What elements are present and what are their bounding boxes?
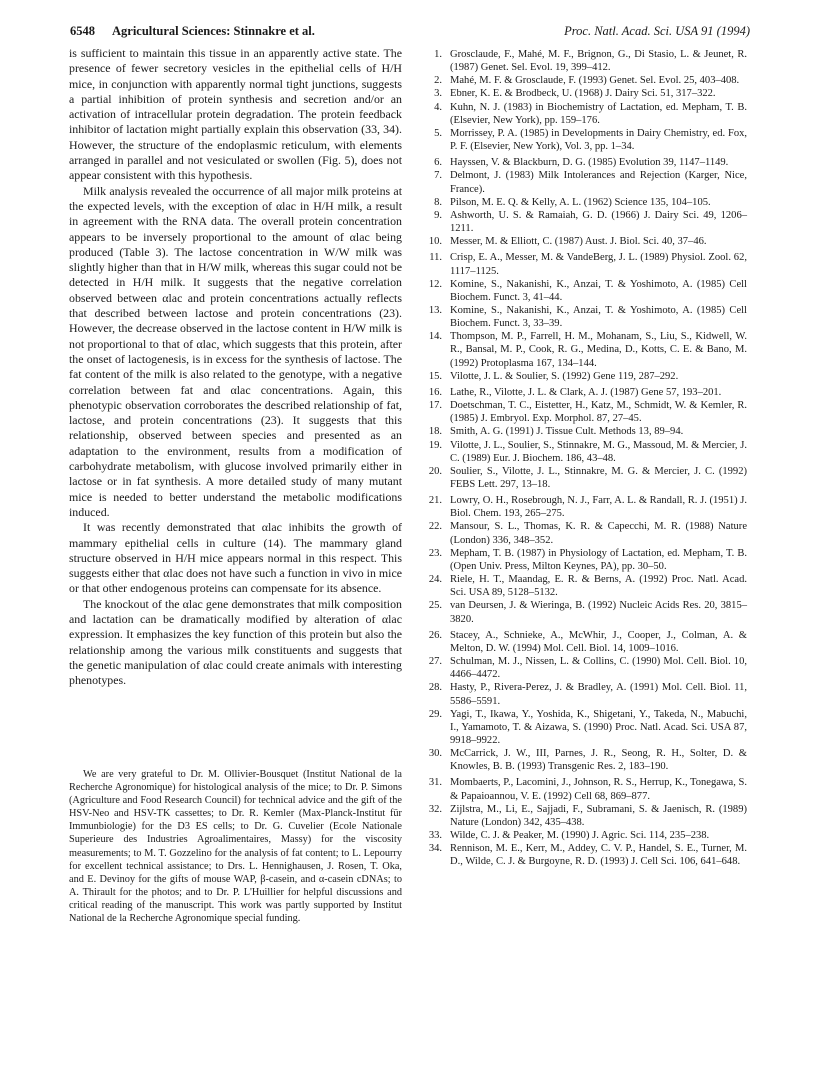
reference-text: Mombaerts, P., Lacomini, J., Johnson, R. S., Herrup, K., Tonegawa, S. & Papaioannou, V. E. (1992) Cell 68, 869–877.: [450, 777, 747, 802]
reference-number: 34.: [428, 843, 442, 855]
reference-text: Messer, M. & Elliott, C. (1987) Aust. J. Biol. Sci. 40, 37–46.: [450, 236, 707, 248]
reference-text: Rennison, M. E., Kerr, M., Addey, C. V. P., Handel, S. E., Turner, M. D., Wilde, C. J. & Burgoyne, R. D. (1993) J. Cell Sci. 106, 641–648.: [450, 843, 747, 868]
reference-number: 14.: [428, 331, 442, 343]
reference-text: Riele, H. T., Maandag, E. R. & Berns, A. (1992) Proc. Natl. Acad. Sci. USA 89, 5128–5132.: [450, 574, 747, 599]
reference-number: 28.: [428, 682, 442, 694]
reference-number: 1.: [434, 49, 442, 60]
reference-item: [422, 776, 747, 802]
acknowledgments: [69, 768, 402, 925]
reference-text: Smith, A. G. (1991) J. Tissue Cult. Methods 13, 89–94.: [450, 426, 684, 438]
reference-number: 27.: [428, 656, 442, 668]
reference-item: [422, 747, 747, 773]
reference-item: [422, 156, 747, 169]
reference-number: 13.: [428, 304, 442, 316]
reference-item: [422, 48, 747, 74]
reference-text: Zijlstra, M., Li, E., Sajjadi, F., Subramani, S. & Jaenisch, R. (1989) Nature (London) 342, 435–438.: [450, 803, 747, 828]
reference-number: 22.: [428, 521, 442, 533]
reference-number: 5.: [434, 127, 442, 139]
running-header: [70, 24, 750, 40]
section-author-line: Agricultural Sciences: Stinnakre et al.: [112, 24, 315, 38]
reference-number: 17.: [428, 400, 442, 412]
reference-text: Mahé, M. F. & Grosclaude, F. (1993) Genet. Sel. Evol. 25, 403–408.: [450, 75, 740, 87]
reference-item: [422, 803, 747, 829]
reference-number: 8.: [434, 196, 442, 208]
reference-text: Komine, S., Nakanishi, K., Anzai, T. & Yoshimoto, A. (1985) Cell Biochem. Funct. 3, 41–44.: [450, 278, 747, 303]
reference-number: 31.: [428, 777, 442, 789]
reference-text: Grosclaude, F., Mahé, M. F., Brignon, G., Di Stasio, L. & Jeunet, R. (1987) Genet. Sel. Evol. 19, 399–412.: [450, 49, 747, 74]
reference-number: 15.: [428, 370, 442, 382]
reference-number: 32.: [428, 803, 442, 815]
reference-item: [422, 101, 747, 127]
reference-text: Yagi, T., Ikawa, Y., Yoshida, K., Shigetani, Y., Takeda, N., Mabuchi, I., Yamamoto, T. & Aizawa, S. (1990) Proc. Natl. Acad. Sci. USA 87, 9918–9922.: [450, 708, 747, 746]
reference-item: [422, 196, 747, 209]
reference-text: Mansour, S. L., Thomas, K. R. & Capecchi, M. R. (1988) Nature (London) 336, 348–352.: [450, 521, 747, 546]
reference-text: Kuhn, N. J. (1983) in Biochemistry of Lactation, ed. Mepham, T. B. (Elsevier, New York), pp. 159–176.: [450, 101, 747, 126]
reference-text: Lathe, R., Vilotte, J. L. & Clark, A. J. (1987) Gene 57, 193–201.: [450, 386, 722, 398]
reference-number: 12.: [428, 278, 442, 290]
reference-text: Hasty, P., Rivera-Perez, J. & Bradley, A. (1991) Mol. Cell. Biol. 11, 5586–5591.: [450, 682, 747, 707]
reference-number: 21.: [428, 495, 442, 507]
reference-item: [422, 708, 747, 747]
reference-number: 23.: [428, 547, 442, 559]
reference-item: [422, 465, 747, 491]
reference-text: Stacey, A., Schnieke, A., McWhir, J., Cooper, J., Colman, A. & Melton, D. W. (1994) Mol. Cell. Biol. 14, 1009–1016.: [450, 629, 747, 654]
reference-item: [422, 599, 747, 625]
reference-text: Delmont, J. (1983) Milk Intolerances and Rejection (Karger, Nice, France).: [450, 170, 747, 195]
reference-item: [422, 304, 747, 330]
reference-item: [422, 278, 747, 304]
body-paragraph: It was recently demonstrated that αlac inhibits the growth of mammary epithelial cells in culture (14). The mammary gland structure observed in H/H mice appears normal in this respect. This suggests either that αlac does not have such a function in vivo in mice or that other endogenous proteins can compensate for its absence.: [69, 520, 402, 596]
reference-text: Schulman, M. J., Nissen, L. & Collins, C. (1990) Mol. Cell. Biol. 10, 4466–4472.: [450, 656, 747, 681]
reference-number: 16.: [428, 386, 442, 398]
reference-item: [422, 425, 747, 438]
reference-number: 33.: [428, 830, 442, 842]
reference-text: Soulier, S., Vilotte, J. L., Stinnakre, M. G. & Mercier, J. C. (1992) FEBS Lett. 297, 13–18.: [450, 465, 747, 490]
reference-item: [422, 87, 747, 100]
reference-number: 7.: [434, 170, 442, 182]
reference-text: Vilotte, J. L. & Soulier, S. (1992) Gene 119, 287–292.: [450, 370, 679, 382]
reference-item: [422, 655, 747, 681]
reference-item: [422, 330, 747, 369]
reference-item: [422, 520, 747, 546]
reference-text: Morrissey, P. A. (1985) in Developments in Dairy Chemistry, ed. Fox, P. F. (Elsevier, New York), Vol. 3, pp. 1–34.: [450, 127, 747, 153]
reference-number: 19.: [428, 439, 442, 451]
reference-text: Wilde, C. J. & Peaker, M. (1990) J. Agric. Sci. 114, 235–238.: [450, 830, 710, 842]
body-paragraph: Milk analysis revealed the occurrence of all major milk proteins at the expected levels, with the exception of αlac in H/H milk, a result in agreement with the RNA data. The overall protein concentration appears to be inversely proportional to the amount of αlac being produced (Table 3). The lactose concentration in W/W milk was slightly higher than that in H/W milk, whereas this sugar could not be detected in H/H milk. It suggests that the negative correlation observed between αlac and protein concentrations actually reflects that described between lactose and protein concentrations (23). However, the decrease observed in the lactose content in H/W milk is not proportional to that of αlac, which suggests that this protein, after the onset of lactogenesis, is in excess for the synthesis of lactose. The fat content of the milk is also related to the genotype, with a negative correlation between fat and αlac concentrations. Again, this phenotypic observation corroborates the described relationship of fat, lactose, and protein concentrations (23). It suggests that this relationship, observed between species and presented as an adaptation to the environment, results from a modification of carbohydrate metabolism, with glucose involved primarily either in lactose or in fat synthesis. A more detailed study of many mutant mice is needed to better understand the metabolic modifications induced.: [69, 183, 402, 519]
reference-item: [422, 127, 747, 153]
reference-item: [422, 547, 747, 573]
reference-item: [422, 439, 747, 465]
reference-item: [422, 235, 747, 248]
reference-text: Thompson, M. P., Farrell, H. M., Mohanam, S., Liu, S., Kidwell, W. R., Bansal, M. P., Cook, R. G., Medina, D., Kotts, C. E. & Bano, M. (1992) Protoplasma 167, 134–144.: [450, 331, 747, 369]
reference-number: 9.: [434, 209, 442, 221]
discussion-text-column: [69, 46, 402, 688]
reference-item: [422, 169, 747, 195]
reference-text: Komine, S., Nakanishi, K., Anzai, T. & Yoshimoto, A. (1985) Cell Biochem. Funct. 3, 33–39.: [450, 304, 747, 330]
reference-number: 6.: [434, 157, 442, 169]
reference-item: [422, 399, 747, 425]
reference-text: Lowry, O. H., Rosebrough, N. J., Farr, A. L. & Randall, R. J. (1951) J. Biol. Chem. 193, 265–275.: [450, 495, 747, 520]
reference-number: 10.: [428, 236, 442, 248]
reference-text: Vilotte, J. L., Soulier, S., Stinnakre, M. G., Massoud, M. & Mercier, J. C. (1989) Eur. J. Biochem. 186, 43–48.: [450, 439, 747, 464]
page-number: 6548: [70, 24, 95, 38]
reference-item: [422, 251, 747, 277]
reference-text: Pilson, M. E. Q. & Kelly, A. L. (1962) Science 135, 104–105.: [450, 196, 711, 208]
reference-text: Ashworth, U. S. & Ramaiah, G. D. (1966) J. Dairy Sci. 49, 1206–1211.: [450, 209, 747, 235]
reference-text: Crisp, E. A., Messer, M. & VandeBerg, J. L. (1989) Physiol. Zool. 62, 1117–1125.: [450, 252, 747, 277]
reference-number: 3.: [434, 88, 442, 100]
body-paragraph: is sufficient to maintain this tissue in an apparently active state. The presence of fewer secretory vesicles in the epithelial cells of H/H mice, in conjunction with apparently normal tight junctions, suggests a partial inhibition of protein synthesis and secretion and/or an activation of intracellular protein degradation. The protein feedback inhibitor of lactation might partially explain this observation (33, 34). However, the structure of the endoplasmic reticulum, with elements arranged in parallel and not vesiculated or swollen (Fig. 5), does not appear consistent with this hypothesis.: [69, 46, 402, 183]
reference-text: van Deursen, J. & Wieringa, B. (1992) Nucleic Acids Res. 20, 3815–3820.: [450, 600, 747, 625]
reference-item: [422, 842, 747, 868]
reference-text: Mepham, T. B. (1987) in Physiology of Lactation, ed. Mepham, T. B. (Open Univ. Press, Milton Keynes, PA), pp. 30–50.: [450, 547, 747, 572]
reference-item: [422, 829, 747, 842]
body-paragraph: The knockout of the αlac gene demonstrates that milk composition and lactation can be dramatically modified by alteration of αlac expression. It emphasizes the key function of this protein but also the relationship among the various milk constituents and suggests that the genetic manipulation of αlac could create animals with interesting phenotypes.: [69, 596, 402, 688]
acknowledgment-paragraph: We are very grateful to Dr. M. Ollivier-Bousquet (Institut National de la Recherche Agronomique) for histological analysis of the mice; to Dr. P. Simons (Agriculture and Food Research Council) for technical advice and the gift of the HSV-Neo and HSV-TK cassettes; to Dr. R. Kemler (Max-Planck-Institut für Immunbiologie) for the D3 ES cells; to Dr. G. Cuvelier (Ecole Nationale Superieure des Industries Agroalimentaires, Massy) for the viscosity measurements; to M. T. Gozzelino for the analysis of fat content; to L. Lepourry for excellent technical assistance; to Drs. L. Hennighausen, J. Rosen, T. Oka, and E. Devinoy for the gifts of mouse WAP, β-casein, and α-casein cDNAs; to A. Thirault for the photos; and to Dr. P. L'Huillier for helpful discussions and critical reading of the manuscript. This work was partly supported by Institut National de la Recherche Agronomique special funding.: [69, 769, 402, 925]
reference-item: [422, 573, 747, 599]
reference-text: Hayssen, V. & Blackburn, D. G. (1985) Evolution 39, 1147–1149.: [450, 157, 729, 169]
reference-list: [422, 48, 747, 869]
reference-item: [422, 681, 747, 707]
reference-number: 2.: [434, 75, 442, 87]
reference-number: 4.: [434, 101, 442, 113]
reference-number: 11.: [429, 252, 442, 264]
reference-number: 20.: [428, 465, 442, 477]
reference-item: [422, 386, 747, 399]
reference-number: 29.: [428, 708, 442, 720]
reference-text: McCarrick, J. W., III, Parnes, J. R., Seong, R. H., Solter, D. & Knowles, B. B. (1993) Transgenic Res. 2, 183–190.: [450, 748, 747, 773]
reference-number: 30.: [428, 748, 442, 760]
reference-text: Doetschman, T. C., Eistetter, H., Katz, M., Schmidt, W. & Kemler, R. (1985) J. Embryol. Exp. Morphol. 87, 27–45.: [450, 400, 747, 425]
journal-citation: Proc. Natl. Acad. Sci. USA 91 (1994): [564, 24, 750, 38]
reference-item: [422, 370, 747, 383]
reference-item: [422, 74, 747, 87]
reference-number: 26.: [428, 629, 442, 641]
reference-item: [422, 209, 747, 235]
reference-number: 24.: [428, 574, 442, 586]
reference-number: 25.: [428, 600, 442, 612]
reference-item: [422, 494, 747, 520]
reference-text: Ebner, K. E. & Brodbeck, U. (1968) J. Dairy Sci. 51, 317–322.: [450, 88, 716, 100]
reference-item: [422, 629, 747, 655]
reference-number: 18.: [428, 426, 442, 438]
